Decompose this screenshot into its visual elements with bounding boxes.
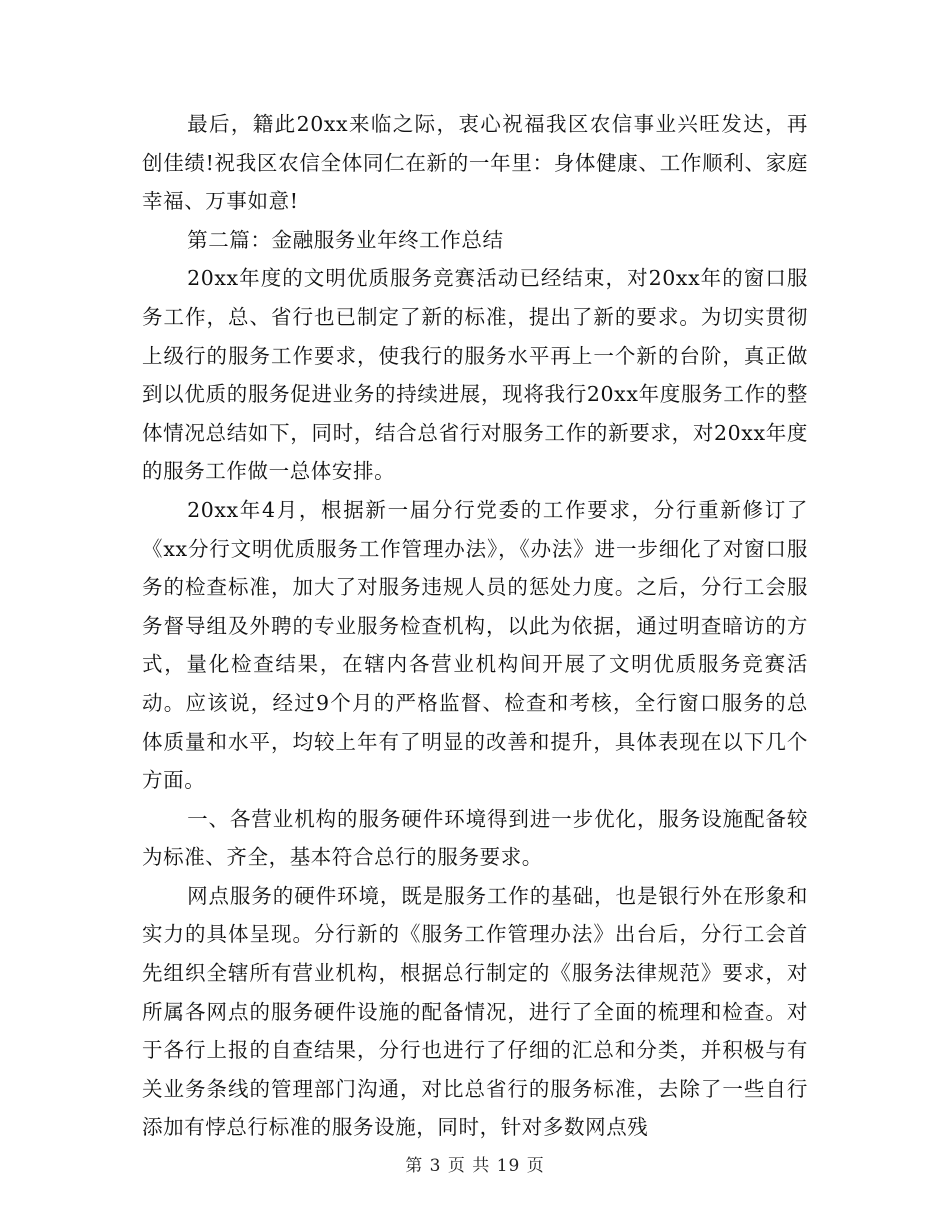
document-body	[142, 105, 808, 1147]
body-paragraph: 网点服务的硬件环境，既是服务工作的基础，也是银行外在形象和实力的具体呈现。分行新的《服务工作管理办法》出台后，分行工会首先组织全辖所有营业机构，根据总行制定的《服务法律规范》要求，对所属各网点的服务硬件设施的配备情况，进行了全面的梳理和检查。对于各行上报的自查结果，分行也进行了仔细的汇总和分类，并积极与有关业务条线的管理部门沟通，对比总省行的服务标准，去除了一些自行添加有悖总行标准的服务设施，同时，针对多数网点残	[142, 883, 808, 1140]
intro-paragraph: 20xx年度的文明优质服务竞赛活动已经结束，对20xx年的窗口服务工作，总、省行也已制定了新的标准，提出了新的要求。为切实贯彻上级行的服务工作要求，使我行的服务水平再上一个新的台阶，真正做到以优质的服务促进业务的持续进展，现将我行20xx年度服务工作的整体情况总结如下，同时，结合总省行对服务工作的新要求，对20xx年度的服务工作做一总体安排。	[142, 266, 808, 484]
page-number-footer: 第 3 页 共 19 页	[405, 1156, 545, 1176]
subheading-paragraph: 一、各营业机构的服务硬件环境得到进一步优化，服务设施配备较为标准、齐全，基本符合总行的服务要求。	[142, 806, 808, 870]
body-paragraph: 20xx年4月，根据新一届分行党委的工作要求，分行重新修订了《xx分行文明优质服务工作管理办法》，《办法》进一步细化了对窗口服务的检查标准，加大了对服务违规人员的惩处力度。之后，分行工会服务督导组及外聘的专业服务检查机构，以此为依据，通过明查暗访的方式，量化检查结果，在辖内各营业机构间开展了文明优质服务竞赛活动。应该说，经过9个月的严格监督、检查和考核，全行窗口服务的总体质量和水平，均较上年有了明显的改善和提升，具体表现在以下几个方面。	[142, 497, 808, 793]
closing-paragraph: 最后，籍此20xx来临之际，衷心祝福我区农信事业兴旺发达，再创佳绩!祝我区农信全体同仁在新的一年里：身体健康、工作顺利、家庭幸福、万事如意!	[142, 112, 808, 214]
section-heading: 第二篇：金融服务业年终工作总结	[187, 227, 504, 252]
